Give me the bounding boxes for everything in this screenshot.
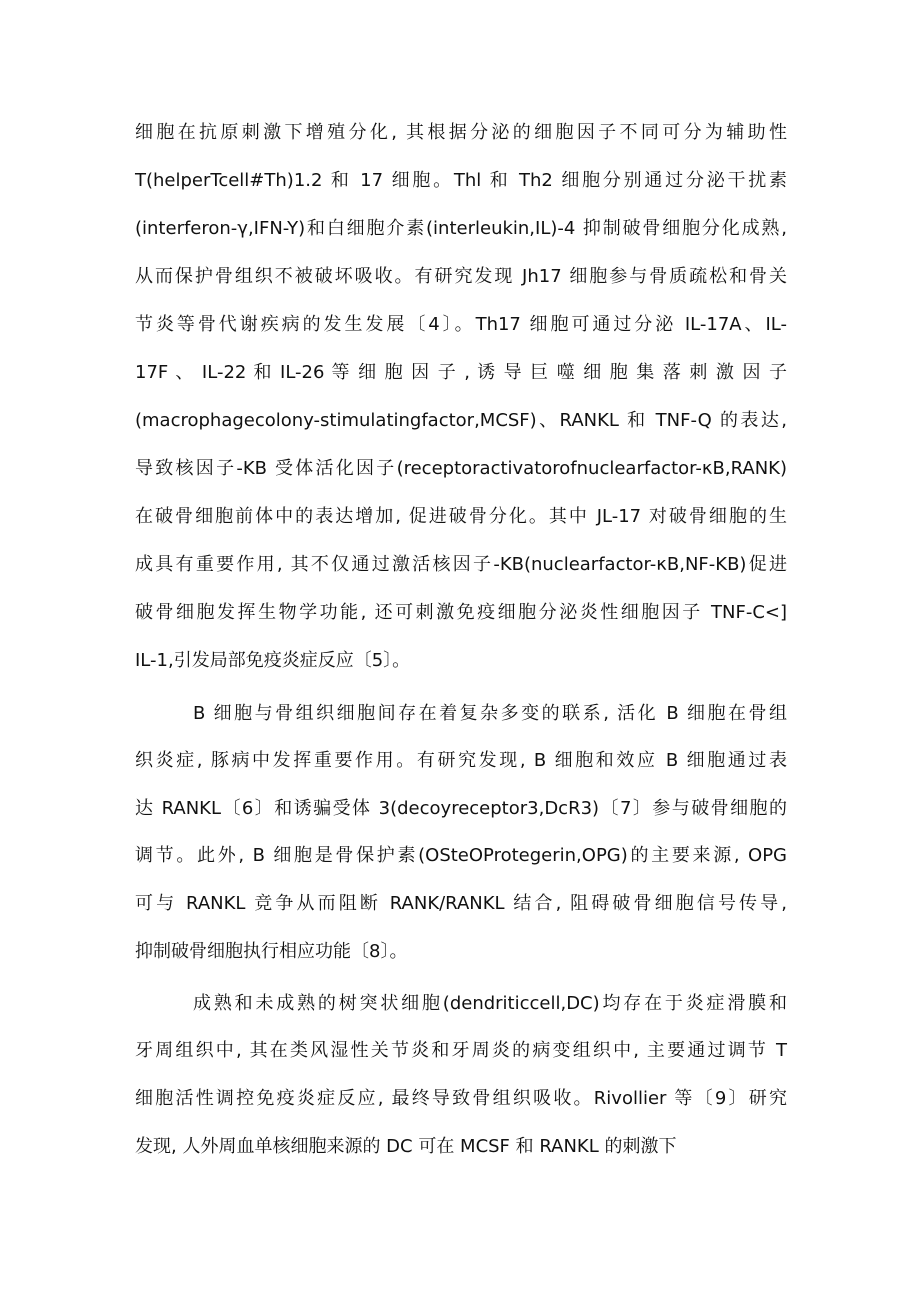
text-line: 节炎等骨代谢疾病的发生发展〔4〕。Th17 细胞可通过分泌 IL-17A、IL- bbox=[135, 314, 787, 335]
text-line: 调节。此外, B 细胞是骨保护素(OSteOProtegerin,OPG)的主要来源, OPG bbox=[135, 845, 787, 866]
text-line: 破骨细胞发挥生物学功能, 还可刺激免疫细胞分泌炎性细胞因子 TNF-C<] bbox=[135, 602, 787, 623]
text-line: 达 RANKL〔6〕和诱骗受体 3(decoyreceptor3,DcR3)〔7〕参与破骨细胞的 bbox=[135, 798, 787, 819]
text-line: 织炎症, 豚病中发挥重要作用。有研究发现, B 细胞和效应 B 细胞通过表 bbox=[135, 750, 787, 771]
text-line: 成熟和未成熟的树突状细胞(dendriticcell,DC)均存在于炎症滑膜和 bbox=[193, 993, 787, 1014]
text-line: 牙周组织中, 其在类风湿性关节炎和牙周炎的病变组织中, 主要通过调节 T bbox=[135, 1040, 787, 1061]
text-line: (interferon-γ,IFN-Y)和白细胞介素(interleukin,IL)-4 抑制破骨细胞分化成熟, bbox=[135, 218, 787, 239]
text-line: IL-1,引发局部免疫炎症反应〔5〕。 bbox=[135, 650, 411, 671]
text-line: 导致核因子-KB 受体活化因子(receptoractivatorofnuclearfactor-κB,RANK) bbox=[135, 458, 787, 479]
text-line: 细胞活性调控免疫炎症反应, 最终导致骨组织吸收。Rivollier 等〔9〕研究 bbox=[135, 1088, 787, 1109]
text-line: 17F 、 IL-22 和 IL-26 等 细 胞 因 子 , 诱 导 巨 噬 细 胞 集 落 刺 激 因 子 bbox=[135, 362, 787, 383]
text-line: 在破骨细胞前体中的表达增加, 促进破骨分化。其中 JL-17 对破骨细胞的生 bbox=[135, 506, 787, 527]
text-line: 细胞在抗原刺激下增殖分化, 其根据分泌的细胞因子不同可分为辅助性 bbox=[135, 122, 787, 143]
text-line: T(helperTcell#Th)1.2 和 17 细胞。Thl 和 Th2 细胞分别通过分泌干扰素 bbox=[135, 170, 787, 191]
text-line: 成具有重要作用, 其不仅通过激活核因子-KB(nuclearfactor-κB,NF-KB)促进 bbox=[135, 554, 787, 575]
text-line: 发现, 人外周血单核细胞来源的 DC 可在 MCSF 和 RANKL 的刺激下 bbox=[135, 1136, 677, 1157]
text-line: 从而保护骨组织不被破坏吸收。有研究发现 Jh17 细胞参与骨质疏松和骨关 bbox=[135, 266, 787, 287]
text-line: (macrophagecolony-stimulatingfactor,MCSF)、RANKL 和 TNF-Q 的表达, bbox=[135, 410, 787, 431]
text-line: B 细胞与骨组织细胞间存在着复杂多变的联系, 活化 B 细胞在骨组 bbox=[193, 703, 787, 724]
text-line: 抑制破骨细胞执行相应功能〔8〕。 bbox=[135, 941, 408, 962]
text-line: 可与 RANKL 竞争从而阻断 RANK/RANKL 结合, 阻碍破骨细胞信号传导, bbox=[135, 893, 787, 914]
